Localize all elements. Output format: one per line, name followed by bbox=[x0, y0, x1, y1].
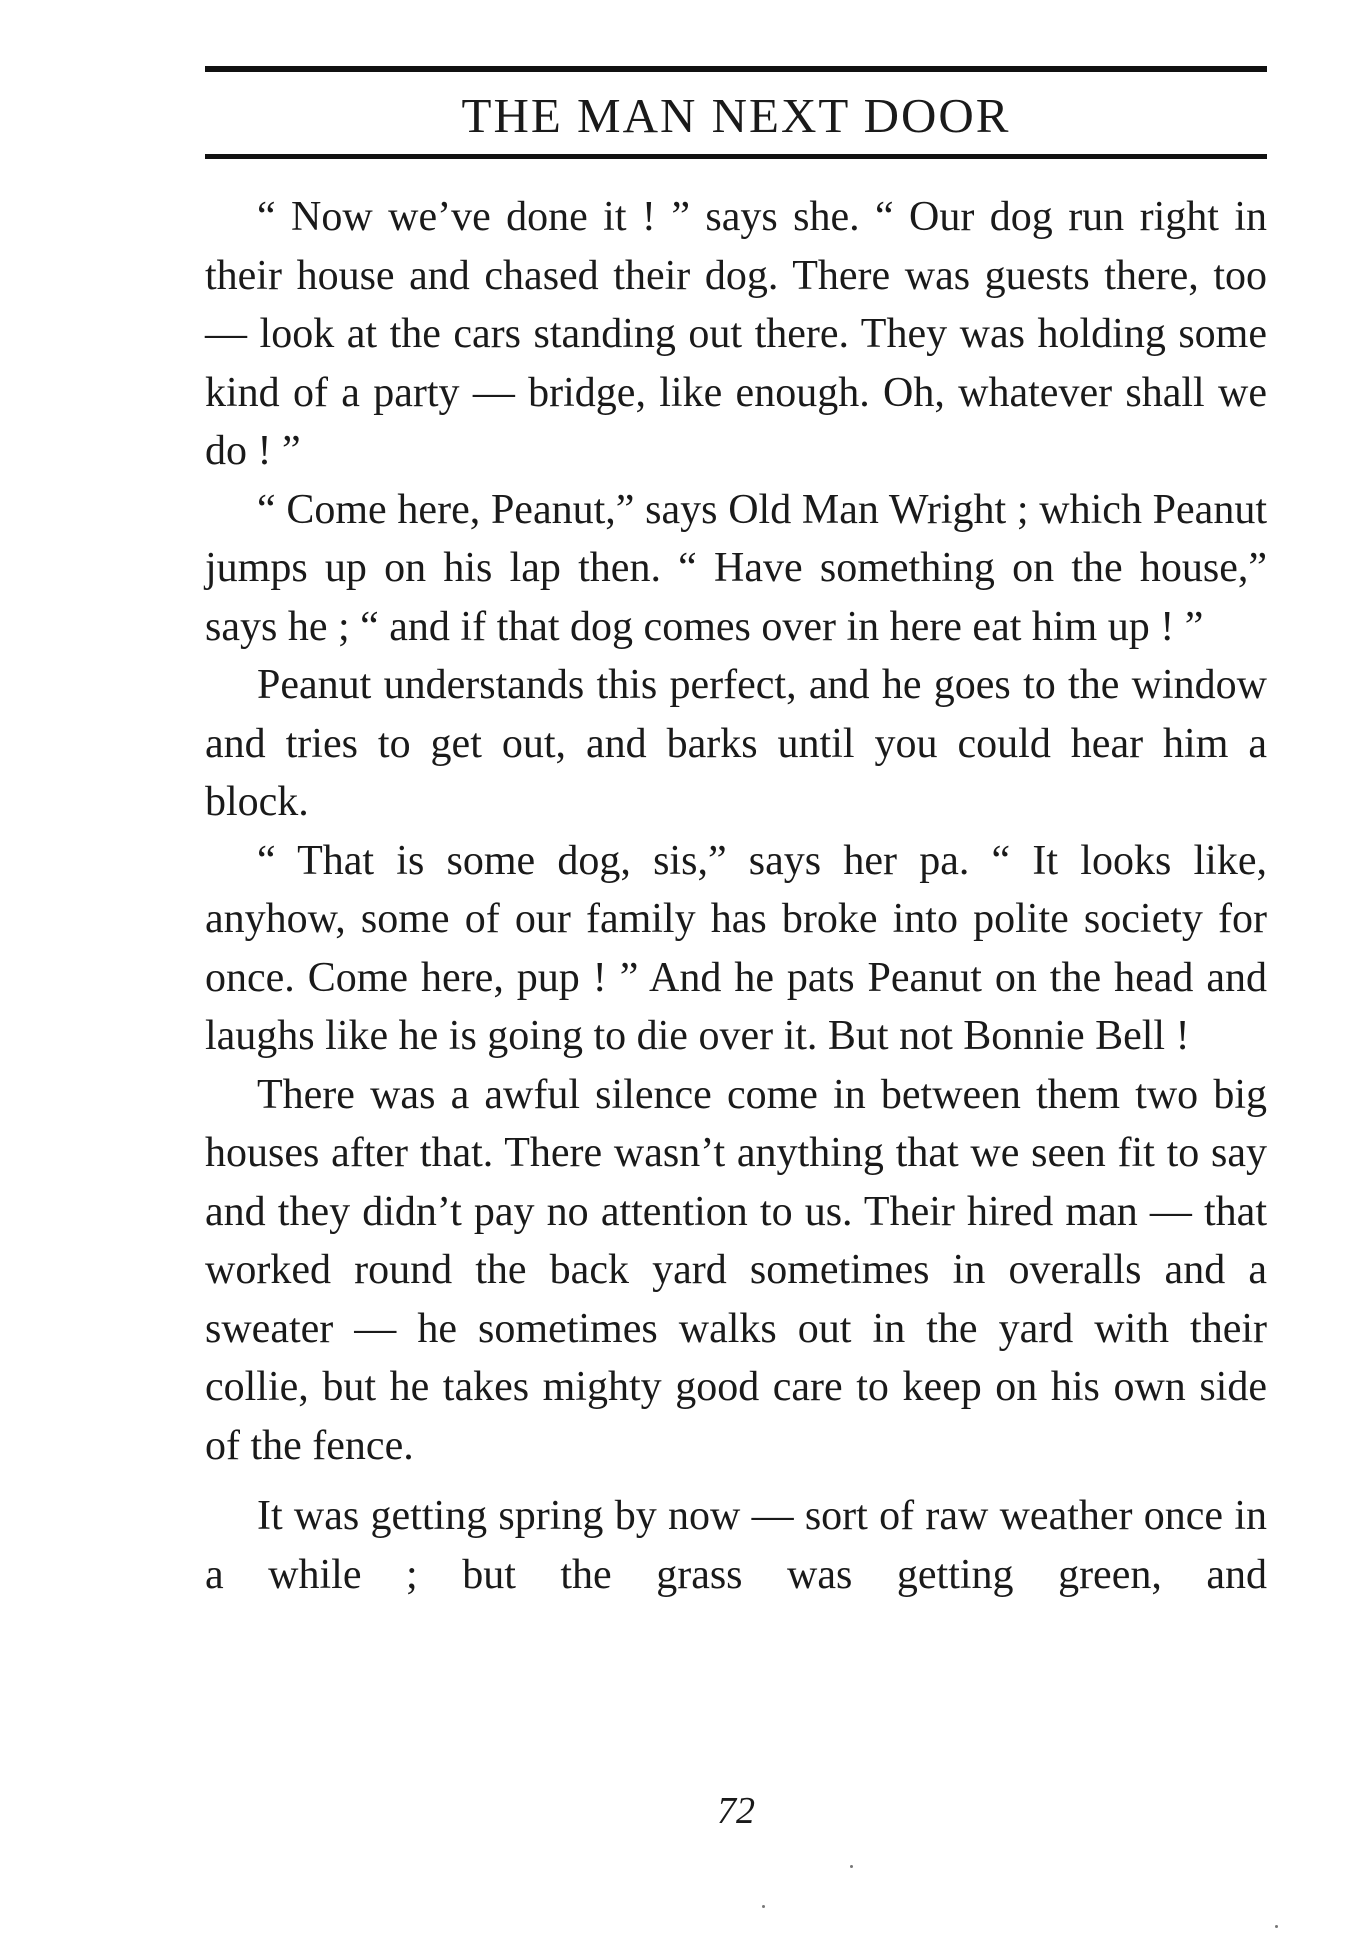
body-text bbox=[205, 188, 1267, 1604]
paragraph: Peanut understands this perfect, and he goes to the window and tries to get out, and barks until you could hear him a block. bbox=[205, 662, 1267, 825]
paragraph: “ Now we’ve done it ! ” says she. “ Our dog run right in their house and chased their dog. There was guests there, too — look at the cars standing out there. They was holding some kind of a party — bridge, like enough. Oh, whatever shall we do ! ” bbox=[205, 194, 1267, 474]
paper-speck bbox=[762, 1905, 765, 1908]
paragraph: It was getting spring by now — sort of raw weather once in a while ; but the grass was getting green, and bbox=[205, 1493, 1267, 1598]
paragraph: There was a awful silence come in between them two big houses after that. There wasn’t anything that we seen fit to say and they didn’t pay no attention to us. Their hired man — that worked round the back yard sometimes in overalls and a sweater — he sometimes walks out in the yard with their collie, but he takes mighty good care to keep on his own side of the fence. bbox=[205, 1071, 1267, 1469]
paragraph: “ Come here, Peanut,” says Old Man Wright ; which Peanut jumps up on his lap then. “ Have something on the house,” says he ; “ and if that dog comes over in here eat him up ! ” bbox=[205, 486, 1267, 650]
paper-speck bbox=[1275, 1925, 1278, 1928]
page-number: 72 bbox=[717, 1790, 755, 1832]
header-rule-bottom bbox=[205, 154, 1267, 159]
paragraph: “ That is some dog, sis,” says her pa. “ It looks like, anyhow, some of our family has broke into polite society for once. Come here, pup ! ” And he pats Peanut on the head and laughs like he is going to die over it. But not Bonnie Bell ! bbox=[205, 837, 1267, 1059]
header-rule-top bbox=[205, 66, 1267, 72]
running-head: THE MAN NEXT DOOR bbox=[461, 88, 1011, 143]
paper-speck bbox=[850, 1865, 853, 1868]
